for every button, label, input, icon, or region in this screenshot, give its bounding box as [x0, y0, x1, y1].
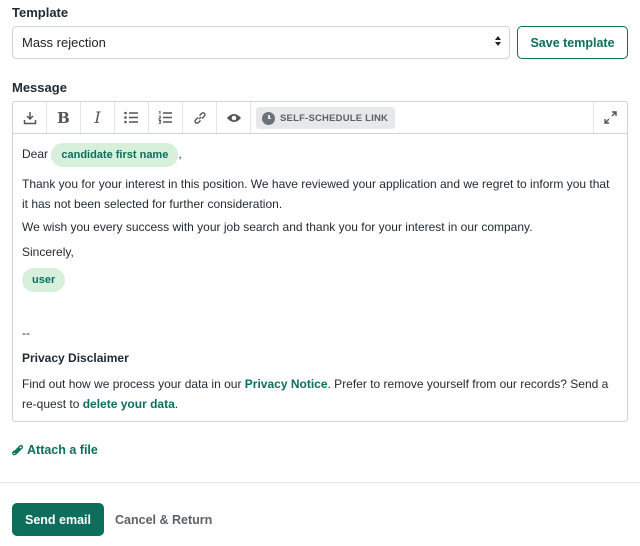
insert-icon[interactable]	[13, 102, 47, 133]
disclaimer-text-start: Find out how we process your data in our	[22, 377, 242, 391]
greeting-suffix: ,	[178, 147, 182, 161]
clock-icon	[262, 112, 275, 125]
italic-icon[interactable]: I	[81, 102, 115, 133]
closing-text: Sincerely,	[22, 245, 74, 259]
delete-your-data-link[interactable]: delete your data	[82, 397, 175, 411]
footer-divider	[0, 482, 640, 483]
disclaimer-text-middle: . Prefer to remove yourself from our records? Send a re-quest to	[22, 377, 609, 411]
greeting-prefix: Dear	[22, 147, 49, 161]
preview-eye-icon[interactable]	[217, 102, 251, 133]
template-select[interactable]	[12, 26, 510, 59]
bulleted-list-icon[interactable]	[115, 102, 149, 133]
privacy-notice-link[interactable]: Privacy Notice	[244, 377, 328, 391]
disclaimer-text-end: .	[174, 397, 179, 411]
send-email-button[interactable]: Send email	[12, 503, 104, 536]
paperclip-icon	[12, 444, 23, 456]
privacy-disclaimer-title: Privacy Disclaimer	[22, 351, 129, 365]
attach-file-label: Attach a file	[27, 443, 98, 457]
user-tag-line	[22, 268, 618, 292]
attach-file-link[interactable]	[12, 443, 98, 457]
self-schedule-link-button[interactable]	[256, 107, 395, 129]
user-tag[interactable]: user	[22, 268, 65, 292]
signature-separator: --	[22, 326, 30, 340]
paragraph-wishes: We wish you every success with your job search and thank you for your interest in our company.	[22, 220, 533, 234]
candidate-first-name-tag[interactable]: candidate first name	[51, 143, 178, 167]
cancel-return-button[interactable]: Cancel & Return	[115, 512, 213, 527]
self-schedule-label: SELF-SCHEDULE LINK	[280, 112, 389, 124]
select-arrows-icon	[495, 36, 501, 46]
numbered-list-icon[interactable]	[149, 102, 183, 133]
template-select-value: Mass rejection	[22, 35, 106, 50]
greeting-line	[22, 142, 618, 167]
bold-icon[interactable]: B	[47, 102, 81, 133]
message-editor[interactable]	[12, 101, 628, 422]
message-label: Message	[12, 80, 67, 95]
expand-icon[interactable]	[593, 102, 627, 133]
editor-toolbar	[13, 102, 627, 134]
template-label: Template	[12, 5, 69, 20]
privacy-disclaimer-text	[22, 374, 618, 414]
paragraph-rejection: Thank you for your interest in this position. We have reviewed your application and we regret to inform you that it has not been selected for further consideration.	[22, 177, 610, 211]
save-template-button[interactable]: Save template	[517, 26, 628, 59]
link-icon[interactable]	[183, 102, 217, 133]
